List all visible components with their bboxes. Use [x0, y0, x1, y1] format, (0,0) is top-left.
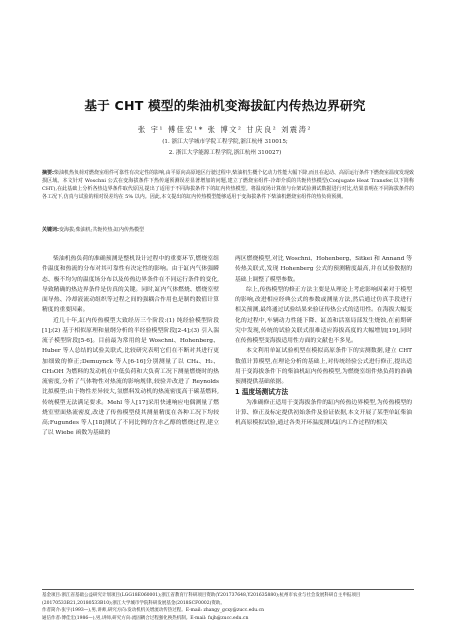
- keywords: [42, 226, 414, 234]
- author-note: 作者简介:张宇(1993—),男,讲师,研究方向:发动机机关增流动传热过程。E-mail: zhangy_gcxy@zucc.edu.cn: [42, 608, 264, 614]
- left-column: [42, 254, 219, 439]
- section-heading: 1 温度场测试方法: [235, 388, 289, 397]
- affiliation-1: (1. 浙江大学城市学院工程学院,浙江杭州 310015;: [162, 139, 288, 145]
- right-column: [235, 254, 412, 428]
- body-paragraph: 本文利用单缸试验机型在模拟高原条件下的实测数据,建立 CHT 数值计算模型,在理论分析的基础上,对传统经验公式进行修正,提出适用于变海拔条件下的柴油机缸内传热模型,为燃烧室组件热负荷的准确预测提供基础依据。: [235, 348, 412, 385]
- abstract-text: 柴油机热负荷对燃烧室组件可靠性有决定性的影响,由平原向高原地区行驶过程中,柴油机生概个亿动力性能大幅下降,而且在起动、高原运行条件下燃烧室温度发现致损区域。本文针对 Woschni 公式在变海拔条件下热传递预测误差显著增加的问题,建立了燃烧室组件-冷却介质的共轭传热模型(Conjugate Heat Transfer,以下简称 CHT),在此基础上分析各热边界条件取代原因,提出了适用于不同海拔条件下的缸内传热模型。将温度场计算值与台架试验测试数据进行对比,结果表明在不同海拔条件的各工况下,仿真与试验的相对误差均在 5% 以内。因此,本文提出的缸内传热模型能够适用于变海拔条件下柴油机燃烧室组件的热负荷预测。: [42, 170, 415, 201]
- keywords-text: 变海拔;柴油机;共轭传热;缸内传热模型: [59, 227, 145, 233]
- keywords-label: 关键词:: [42, 227, 59, 233]
- body-paragraph: 为准确修正适用于变海拔条件的缸内传热边界模型,为传热模型的计算、修正及标定提供初始条件及验证依据,本文开展了某型单缸柴油机高原模拟试验,通过各类开环温度测试缸内工作过程的相关: [235, 399, 412, 426]
- paper-title: 基于 CHT 模型的柴油机变海拔缸内传热边界研究: [84, 98, 366, 113]
- abstract-label: 摘要:: [42, 170, 55, 176]
- abstract: [42, 169, 414, 201]
- corresponding-note: 通信作者:傅佳宏(1986—),男,讲师,研究方向:流固耦合过程强化换热机制。E-mail: fujh@zucc.edu.cn: [42, 615, 249, 621]
- body-paragraph: 两区燃烧模型,对比 Woschni、Hohenberg、Sitkei 和 Annand 等传热关联式,发现 Hohenberg 公式的预测精度最高,并在试验数据的基础上调整了模型参数。: [235, 256, 412, 283]
- affiliation-2: 2. 浙江大学能源工程学院,浙江杭州 310027): [168, 150, 282, 156]
- footnote-divider: [42, 589, 414, 590]
- body-paragraph: 柴油机热负荷的准确预测是整机设计过程中的重要环节,燃烧室组件温度和热流的分布对其可靠性有决定性的影响。由于缸内气体强瞬态、极不均匀的温度场分布以及传热边界条件在不同运行条件的变化,导致精确的热边界条件是仿真的关键。同时,缸内气体燃烧、燃烧室壁面导热、冷却液流动组织等过程之间的强耦合作用也是制约数值计算精度的重要因素。: [42, 256, 219, 314]
- body-paragraph: 近几十年,缸内传热模型大致经历三个阶段:(1) 纯经验模型阶段[1];(2) 基于相似原理和量纲分析的半经验模型阶段[2-4];(3) 引入湍流子模型阶段[5-6]。目前最为常用的是 Woschni、Hohenberg、Huber 等人总结的试验关联式,比较研究表明它们在不断对其进行更加细致的修正;Demuynck 等人[6-16]分别测量了以 CH₄、H₂、CH₃OH 为燃料的发动机在中低负荷和大负荷工况下测量燃烧时的热流密度,分析了气体物性对热流的影响规律,较验并改进了 Reynolds 比拟模型;由于物性差异较大,氢燃料发动机的热流密度高于碳基燃料,传统模型无法满足要求。Mehl 等人[17]采用快速响应电偶测量了燃烧室壁面热流密度,改进了传热模型使其测量精度在各种工况下均较高;Fugundes 等人[18]测试了不同比例的含水乙醇的燃烧过程,建立了以 Wiebe 函数为基础的: [42, 317, 219, 437]
- body-paragraph: 综上,传热模型的修正方法主要是从理论上考虑影响因素对于模型的影响,改进相应经典公式的参数或测量方法,然后通过仿真手段进行相关预测,最终通过试验结果来验证传热公式的适用性。在海拔大幅变化的过程中,车辆动力性能下降、缸盖和活塞局部发生烧蚀,在前期研究中发现,传统的试验关联式很难适应海拔高度的大幅增加[19],同时在传热模型变海拔适用性方面的文献也不多见。: [235, 286, 412, 344]
- funding-note: 基金项目:浙江省基础公益研究计划项目(LGG18E060001);浙江省教育厅科研项目资助(Y201737648,Y201635880);杭州市农业与社会发展科研自主申报项目(20170533B21,20180533B10);浙江大学城市学院科研发展基金(2018SCF0002)资助。: [42, 593, 361, 606]
- footnotes: [42, 592, 414, 622]
- author-list: 张 宇¹ 傅佳宏¹* 张 博文² 甘庆良² 刘震涛²: [138, 125, 312, 134]
